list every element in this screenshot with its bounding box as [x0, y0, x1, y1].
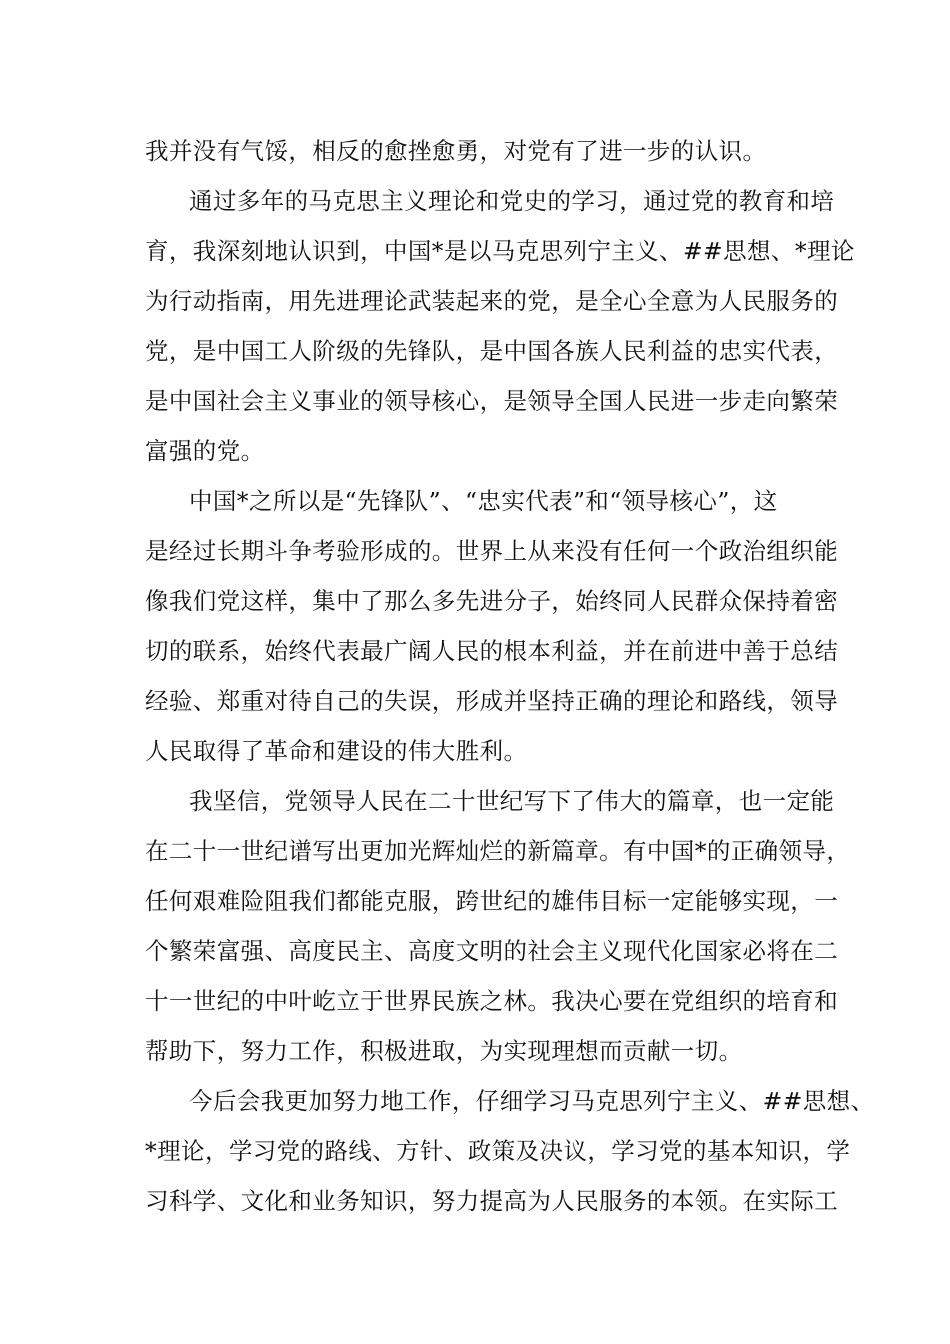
text-line: 帮助下，努力工作，积极进取，为实现理想而贡献一切。 [145, 1037, 743, 1065]
text-line: 是经过长期斗争考验形成的。世界上从来没有任何一个政治组织能 [145, 537, 839, 565]
paragraph-first-line: 通过多年的马克思主义理论和党史的学习，通过党的教育和培 [189, 187, 835, 215]
text-line: 育，我深刻地认识到，中国*是以马克思列宁主义、##思想、*理论 [145, 237, 855, 265]
text-line: 习科学、文化和业务知识，努力提高为人民服务的本领。在实际工 [145, 1187, 839, 1215]
text-line: 我并没有气馁，相反的愈挫愈勇，对党有了进一步的认识。 [145, 137, 767, 165]
text-line: 任何艰难险阻我们都能克服，跨世纪的雄伟目标一定能够实现，一 [145, 887, 839, 915]
text-line: 人民取得了革命和建设的伟大胜利。 [145, 737, 528, 765]
paragraph-first-line: 今后会我更加努力地工作，仔细学习马克思列宁主义、##思想、 [189, 1087, 875, 1115]
text-line: 十一世纪的中叶屹立于世界民族之林。我决心要在党组织的培育和 [145, 987, 839, 1015]
text-line: 个繁荣富强、高度民主、高度文明的社会主义现代化国家必将在二 [145, 937, 839, 965]
text-line: 是中国社会主义事业的领导核心，是领导全国人民进一步走向繁荣 [145, 387, 839, 415]
text-line: 经验、郑重对待自己的失误，形成并坚持正确的理论和路线，领导 [145, 687, 839, 715]
text-line: 党，是中国工人阶级的先锋队，是中国各族人民利益的忠实代表， [145, 337, 839, 365]
paragraph-first-line: 中国*之所以是“先锋队”、“忠实代表”和“领导核心”，这 [189, 487, 778, 515]
text-line: 像我们党这样，集中了那么多先进分子，始终同人民群众保持着密 [145, 587, 839, 615]
text-line: 切的联系，始终代表最广阔人民的根本利益，并在前进中善于总结 [145, 637, 839, 665]
text-line: 富强的党。 [145, 437, 265, 465]
text-line: 在二十一世纪谱写出更加光辉灿烂的新篇章。有中国*的正确领导， [145, 837, 851, 865]
text-line: 为行动指南，用先进理论武装起来的党，是全心全意为人民服务的 [145, 287, 839, 315]
text-line: *理论，学习党的路线、方针、政策及决议，学习党的基本知识，学 [145, 1137, 851, 1165]
paragraph-first-line: 我坚信，党领导人民在二十世纪写下了伟大的篇章，也一定能 [189, 787, 835, 815]
